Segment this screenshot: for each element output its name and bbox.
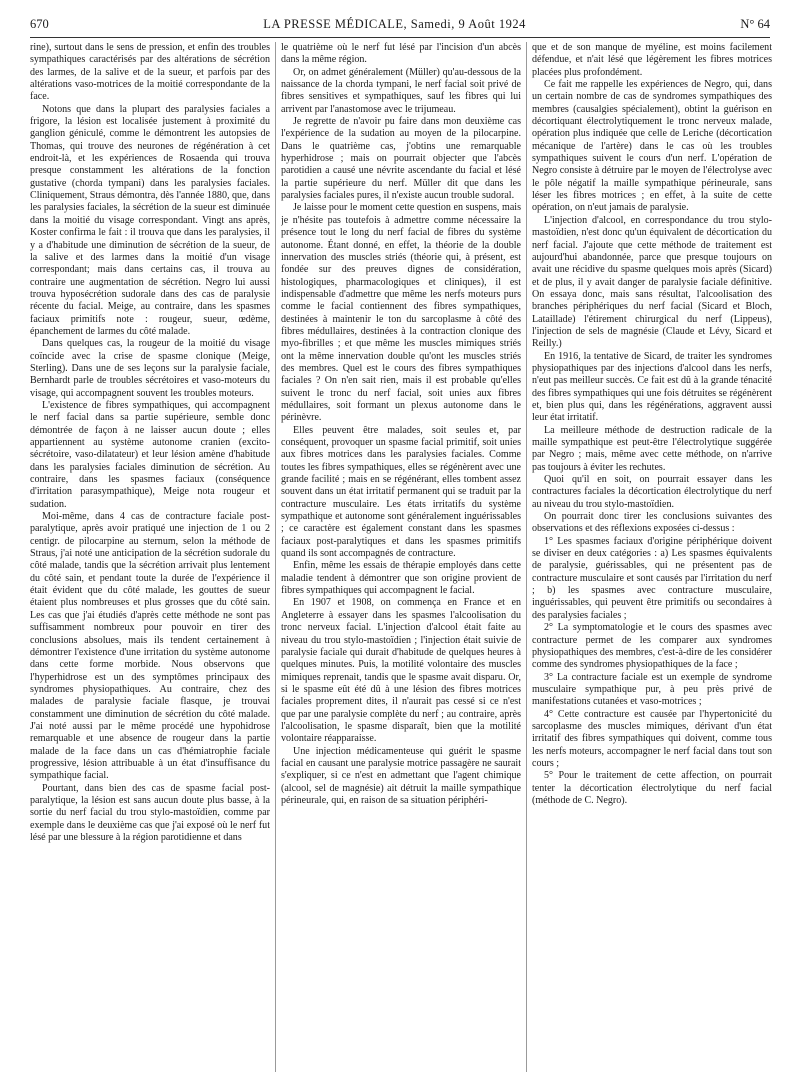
paragraph: rine), surtout dans le sens de pression, et enfin des troubles sympathiques caractérisés par des altérations de sécrétion des larmes, de la salive et de la sueur, et parfois par des altérations vaso-motrices de la moitié correspondante de la face.	[30, 42, 270, 103]
column-left	[30, 42, 270, 1072]
running-header	[30, 17, 770, 35]
column-divider	[275, 42, 276, 1072]
paragraph: On pourrait donc tirer les conclusions suivantes des observations et des réflexions exposées ci-dessus :	[532, 511, 772, 535]
column-middle	[281, 42, 521, 1072]
paragraph: Pourtant, dans bien des cas de spasme facial post-paralytique, la lésion est sans aucun doute plus basse, à la sortie du nerf facial du trou stylo-mastoïdien, comme par exemple dans le deuxième cas que j'ai exposé où le nerf fut lésé par une blessure à la région parotidienne et dans	[30, 782, 270, 843]
paragraph: Elles peuvent être malades, soit seules et, par conséquent, provoquer un spasme facial primitif, soit unies aux fibres motrices dans les paralysies faciales. Comme toutes les fibres sympathiques, elles se régénèrent avec une grande facilité ; mais en se régénérant, elles tombent assez souvent dans un état irritatif permanent qui se traduit par la contracture musculaire. Les états irritatifs du système sympathique et autonome sont généralement inguérissables ; ce caractère est également constant dans les spasmes faciaux post-paralytiques et dans les spasmes primitifs quand ils sont accompagnés de contracture.	[281, 424, 521, 560]
text-columns	[30, 42, 772, 1072]
paragraph: Enfin, même les essais de thérapie employés dans cette maladie tendent à démontrer que son origine provient de fibres sympathiques qui accompagnent le facial.	[281, 560, 521, 597]
paragraph: Je regrette de n'avoir pu faire dans mon deuxième cas l'expérience de la sudation au moyen de la pilocarpine. Dans le quatrième cas, j'obtins une remarquable hyperhidrose ; mais on pourrait objecter que l'abcès parotidien a causé une névrite ascendante du facial et lésé la partie supérieure du nerf. Müller dit que dans les paralysies faciales pures, il n'existe aucun trouble sudoral.	[281, 116, 521, 202]
column-right	[532, 42, 772, 1072]
paragraph: Je laisse pour le moment cette question en suspens, mais je n'hésite pas toutefois à admettre comme nécessaire la présence tout le long du nerf facial de fibres du système autonome. Étant donné, en effet, la théorie de la double innervation des muscles striés (théorie qui, à présent, est fondée sur des preuves dignes de considération, histologiques, pharmacologiques et cliniques), il est indispensable d'admettre que même les nerfs moteurs purs comme le facial contiennent des fibres sympathiques, destinées à maintenir le ton du sarcoplasme à côté des fibres médullaires, destinées à la contraction clonique des myo-fibrilles ; et que même les muscles mimiques striés ont la même innervation double qu'ont les muscles striés des membres. Quel est le cours des fibres sympathiques faciales ? On n'en sait rien, mais il est probable qu'elles suivent le tronc du nerf facial, soit unies aux fibres médullaires, soit formant un plexus autonome dans le périnèvre.	[281, 202, 521, 424]
paragraph: Or, on admet généralement (Müller) qu'au-dessous de la naissance de la chorda tympani, le nerf facial soit privé de fibres sensitives et sympathiques, sauf les fibres qui lui arrivent par l'anastomose avec le trijumeau.	[281, 66, 521, 115]
journal-title: LA PRESSE MÉDICALE, Samedi, 9 Août 1924	[263, 17, 526, 31]
conclusion-item: 4° Cette contracture est causée par l'hypertonicité du sarcoplasme des muscles mimiques, dérivant d'un état irritatif des fibres sympathiques qui doivent, comme tous les nerfs moteurs, accompagner le nerf facial dans tout son cours ;	[532, 708, 772, 769]
paragraph: Notons que dans la plupart des paralysies faciales a frigore, la lésion est localisée justement à proximité du ganglion géniculé, comme le démontrent les autopsies de Thomas, qui trouve des neurones de régénération à cet endroit-là, et les expériences de Rosaenda qui trouva presque constamment les altérations de la fonction gustative (chorda tympani) dans les paralysies faciales. Cliniquement, Straus démontra, dès l'année 1880, que, dans les paralysies faciales, la sécrétion de la sueur est diminuée dans la moitié du visage correspondant. Vingt ans après, Koster confirma le fait : il trouva que dans les paralysies, il y a d'habitude une diminution de sécrétion de la sueur, de la salive et des larmes dans la moitié d'un visage correspondant; mais dans certains cas, il trouva au contraire une augmentation de sécrétion. Negro lui aussi trouva hyposécrétion sudorale dans des cas de paralysie récente du facial. Meige, au contraire, dans les spasmes faciaux primitifs note : rougeur, sueur, œdème, épanchement de larmes du côté malade.	[30, 103, 270, 337]
paragraph: Quoi qu'il en soit, on pourrait essayer dans les contractures faciales la décortication électrolytique du nerf au niveau du trou stylo-mastoïdien.	[532, 474, 772, 510]
paragraph: L'injection d'alcool, en correspondance du trou stylo-mastoïdien, n'est donc qu'un équivalent de décortication du nerf facial. J'ajoute que cette méthode de traitement est aujourd'hui abandonnée, parce que presque toujours on avait une récidive du spasme quelques mois après (Sicard) et de plus, il y avait danger de paralysie faciale définitive. On essaya donc, mais sans résultat, l'alcoolisation des branches périphériques du nerf facial (Sicard et Bloch, Lataillade) l'étirement chirurgical du nerf (Lippeus), l'injection de sels de magnésie (Claude et Lévy, Sicard et Reilly.)	[532, 214, 772, 350]
paragraph: que et de son manque de myéline, est moins facilement défendue, et n'ait lésé que légèrement les fibres motrices placées plus profondément.	[532, 42, 772, 78]
conclusion-item: 3° La contracture faciale est un exemple de syndrome musculaire sympathique pur, à peu près privé de manifestations cutanées et vaso-motrices ;	[532, 671, 772, 708]
paragraph: le quatrième où le nerf fut lésé par l'incision d'un abcès dans la même région.	[281, 42, 521, 66]
column-divider	[526, 42, 527, 1072]
paragraph: Ce fait me rappelle les expériences de Negro, qui, dans un certain nombre de cas de syndromes sympathiques des membres (causalgies spécialement), obtint la guérison en décortiquant électrolytiquement le tronc nerveux malade, opération plus indiquée que celle de Leriche (décortication mécanique de l'artère) dans le cas où les troubles sympathiques suivent le cours d'un nerf. L'opération de Negro consiste à détruire par le moyen de l'électrolyse avec le pôle négatif la maille sympathique périneurale, sans léser les fibres motrices ; en effet, à la suite de cette opération, on n'eut jamais de paralysie.	[532, 79, 772, 214]
conclusion-item: 5° Pour le traitement de cette affection, on pourrait tenter la décortication électrolytique du nerf facial (méthode de C. Negro).	[532, 770, 772, 806]
page-number: 670	[30, 17, 49, 31]
paragraph: La meilleure méthode de destruction radicale de la maille sympathique est peut-être l'électrolytique suggérée par Negro ; mais, même avec cette méthode, on n'arrive pas toujours à éviter les rechutes.	[532, 424, 772, 473]
paragraph: Une injection médicamenteuse qui guérit le spasme facial en causant une paralysie motrice passagère ne saurait s'expliquer, si ce n'est en admettant que l'agent chimique (alcool, sel de magnésie) ait détruit la maille sympathique périneurale, qui, en raison de sa situation périphéri-	[281, 745, 521, 806]
paragraph: En 1907 et 1908, on commença en France et en Angleterre à essayer dans les spasmes l'alcoolisation du tronc nerveux facial. L'injection d'alcool était faite au niveau du trou stylo-mastoïdien ; l'injection était suivie de paralysie faciale qui durait d'habitude de quelques heures à quelques minutes. Puis, la motilité volontaire des muscles mimiques reprenait, tandis que le spasme avait disparu. Or, si le spasme eût été dû à une lésion des fibres motrices faciales proprement dites, il n'aurait pas cessé si ce n'est que par une paralysie complète du nerf ; au contraire, après l'alcoolisation, le spasme disparaît, bien que la motilité volontaire réapparaisse.	[281, 597, 521, 745]
conclusion-item: 2° La symptomatologie et le cours des spasmes avec contracture permet de les comparer aux syndromes physiopathiques des membres, c'est-à-dire de les considérer comme des syndromes physiopathiques de la face ;	[532, 622, 772, 671]
paragraph: En 1916, la tentative de Sicard, de traiter les syndromes physiopathiques par des injections d'alcool dans les nerfs, n'eut pas meilleur succès. Ce fait est dû à la grande ténacité des fibres sympathiques qui une fois détruites se régénèrent et, bien plus qui, dans les régénérations, aggravent aussi leur état irritatif.	[532, 350, 772, 424]
issue-number: N° 64	[740, 17, 770, 31]
header-rule	[30, 37, 770, 38]
paragraph: Dans quelques cas, la rougeur de la moitié du visage coïncide avec la crise de spasme clonique (Meige, Sterling). Dans une de ses leçons sur la paralysie faciale, Bernhardt parle de troubles sécrétoires et vaso-moteurs du visage, qui accompagnent souvent les troubles moteurs.	[30, 338, 270, 399]
conclusion-item: 1° Les spasmes faciaux d'origine périphérique doivent se diviser en deux catégories : a) Les spasmes équivalents de paralysie, guérissables, qui ne présentent pas de contracture musculaire et sont causés par l'irritation du nerf ; b) les spasmes avec contracture musculaire, inguérissables, qui peuvent être primitifs ou secondaires à des paralysies faciales ;	[532, 535, 772, 621]
paragraph: Moi-même, dans 4 cas de contracture faciale post-paralytique, après avoir pratiqué une injection de 1 ou 2 centigr. de pilocarpine au sternum, selon la méthode de Straus, j'ai noté une anticipation de la sécrétion sudorale du côté malade, tandis que la sécrétion arrivait plus lentement du côté sain, et pendant toute la durée de l'expérience il était évident que du côté malade, les gouttes de sueur étaient plus nombreuses et plus grosses que du côté sain. Les cas que j'ai étudiés d'après cette méthode ne sont pas suffisamment nombreux pour pouvoir en tirer des conclusions absolues, mais ils tendent certainement à démontrer l'existence d'une irritation du système autonome dans cette forme morbide. Nous observons que l'hyperhidrose est un des symptômes principaux des syndromes physiopathiques. Au contraire, chez des malades de paralysie faciale flasque, je trouvai constamment une diminution de sécrétion du côté malade. J'ai noté aussi par le même procédé une hypohidrose remarquable et une absence de rougeur dans la partie malade de la face dans un cas d'hémiatrophie faciale progressive, lésion attribuable à un état d'insuffisance du sympathique facial.	[30, 511, 270, 782]
paragraph: L'existence de fibres sympathiques, qui accompagnent le nerf facial dans sa partie supérieure, semble donc démontrée de façon à ne laisser aucun doute ; elles appartiennent au système autonome cranien (excito-sécrétoire, vaso-dilatateur) et leur lésion amène d'habitude dans les paralysies faciales diminution de sécrétion. Au contraire, dans les spasmes faciaux (conséquence d'irritation parasympathique), Meige nota rougeur et sudation.	[30, 399, 270, 510]
